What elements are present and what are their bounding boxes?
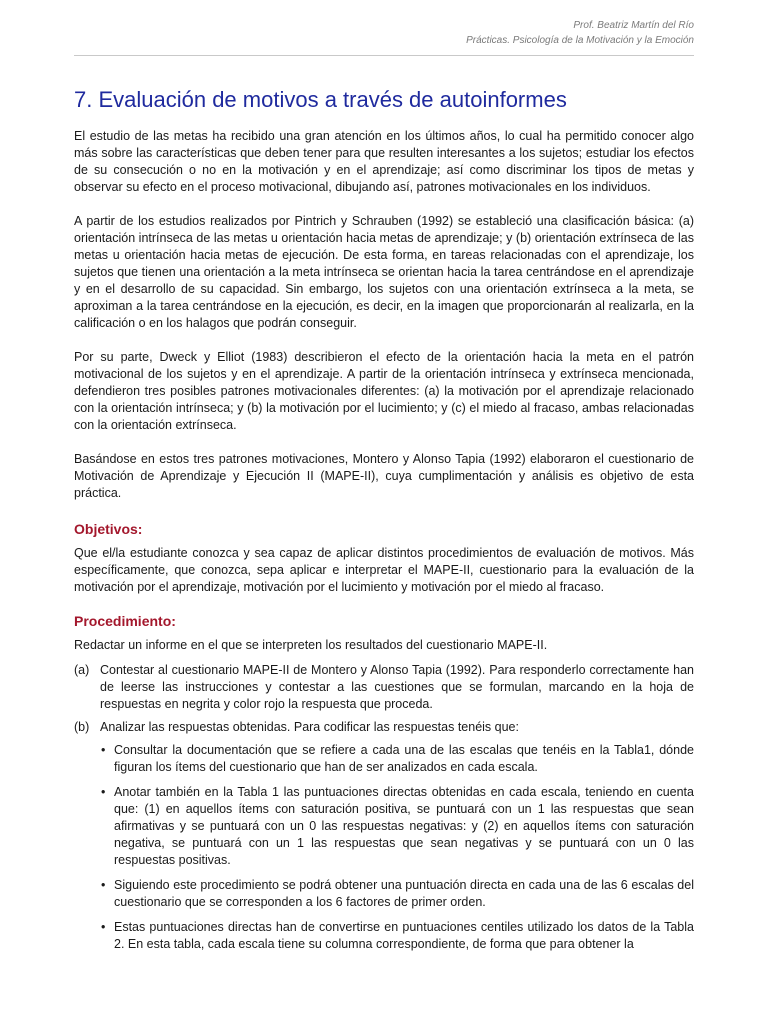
list-item — [100, 784, 694, 869]
list-item-text: Anotar también en la Tabla 1 las puntuaciones directas obtenidas en cada escala, teniendo en cuenta que: (1) en aquellos ítems con saturación positiva, se puntuará con un 1 las respuestas que sean afirmativas y se puntuará con un 0 las respuestas negativas: y (2) en aquellos ítems con saturación negativa, se puntuará con un 1 las respuestas que sean negativas y se puntuará con un 0 las respuestas positivas. — [114, 785, 694, 867]
procedimiento-heading: Procedimiento: — [74, 613, 176, 629]
list-item-text: Estas puntuaciones directas han de convertirse en puntuaciones centiles utilizado los datos de la Tabla 2. En esta tabla, cada escala tiene su columna correspondiente, de forma que para obtener la — [114, 920, 694, 951]
list-item — [100, 742, 694, 776]
bullet-icon: • — [101, 878, 106, 892]
procedure-step-b — [74, 719, 694, 953]
objetivos-heading: Objetivos: — [74, 521, 143, 537]
procedure-steps — [74, 662, 694, 953]
list-item-text: Consultar la documentación que se refiere a cada una de las escalas que tenéis en la Tabla1, dónde figuran los ítems del cuestionario que han de ser analizados en cada escala. — [114, 743, 694, 774]
header-divider — [74, 55, 694, 56]
list-item — [100, 877, 694, 911]
header-author: Prof. Beatriz Martín del Río — [573, 20, 694, 31]
intro-paragraph-2: A partir de los estudios realizados por Pintrich y Schrauben (1992) se estableció una clasificación básica: (a) orientación intrínseca de las metas u orientación hacia metas de aprendizaje; y (b) orientación extrínseca de las metas u orientación hacia metas de ejecución. De esta forma, en tareas relacionadas con el aprendizaje, los sujetos que tienen una orientación a la meta intrínseca se orientan hacia la tarea centrándose en el aprendizaje y en el desarrollo de su capacidad. Sin embargo, los sujetos con una orientación extrínseca a la meta, se aproximan a la tarea centrándose en la ejecución, es decir, en la imagen que proporcionarán al realizarla, en la calificación o en los halagos que podrán conseguir. — [74, 214, 694, 330]
bullet-icon: • — [101, 920, 106, 934]
step-text: Contestar al cuestionario MAPE-II de Montero y Alonso Tapia (1992). Para responderlo correctamente han de leerse las instrucciones y contestar a las cuestiones que se formulan, marcando en la hoja de respuestas en negrita y color rojo la respuesta que proceda. — [100, 663, 694, 711]
list-item-text: Siguiendo este procedimiento se podrá obtener una puntuación directa en cada una de las 6 escalas del cuestionario que se corresponden a los 6 factores de primer orden. — [114, 878, 694, 909]
step-text: Analizar las respuestas obtenidas. Para codificar las respuestas tenéis que: — [100, 720, 519, 734]
intro-paragraph-1: El estudio de las metas ha recibido una gran atención en los últimos años, lo cual ha permitido conocer algo más sobre las características que deben tener para que resulten interesantes a los sujetos; estudiar los efectos de su consecución o no en la motivación y en el aprendizaje; así como discriminar los tipos de metas y observar su efecto en el proceso motivacional, dibujando así, patrones motivacionales en los individuos. — [74, 129, 694, 194]
step-marker: (b) — [74, 720, 90, 734]
procedure-step-a — [74, 662, 694, 713]
header-course: Prácticas. Psicología de la Motivación y la Emoción — [466, 35, 694, 46]
objetivos-text: Que el/la estudiante conozca y sea capaz de aplicar distintos procedimientos de evaluación de motivos. Más específicamente, que conozca, sepa aplicar e interpretar el MAPE-II, cuestionario para la evaluación de la motivación por el aprendizaje, motivación por el lucimiento y motivación por el miedo al fracaso. — [74, 546, 694, 594]
intro-paragraph-3: Por su parte, Dweck y Elliot (1983) describieron el efecto de la orientación hacia la meta en el patrón motivacional de los sujetos y en el aprendizaje. A partir de la orientación intrínseca y extrínseca mencionada, defendieron tres posibles patrones motivacionales diferentes: (a) la motivación por el aprendizaje relacionado con la orientación intrínseca; y (b) la motivación por el lucimiento; y (c) el miedo al fracaso, ambas relacionadas con la orientación extrínseca. — [74, 350, 694, 432]
step-marker: (a) — [74, 663, 90, 677]
list-item — [100, 919, 694, 953]
procedimiento-intro: Redactar un informe en el que se interpreten los resultados del cuestionario MAPE-II. — [74, 638, 548, 652]
coding-instructions-list — [100, 742, 694, 953]
running-header — [74, 18, 694, 48]
bullet-icon: • — [101, 743, 106, 757]
page-title: 7. Evaluación de motivos a través de autoinformes — [74, 87, 567, 112]
bullet-icon: • — [101, 785, 106, 799]
intro-paragraph-4: Basándose en estos tres patrones motivaciones, Montero y Alonso Tapia (1992) elaboraron el cuestionario de Motivación de Aprendizaje y Ejecución II (MAPE-II), cuya cumplimentación y análisis es objetivo de esta práctica. — [74, 452, 694, 500]
